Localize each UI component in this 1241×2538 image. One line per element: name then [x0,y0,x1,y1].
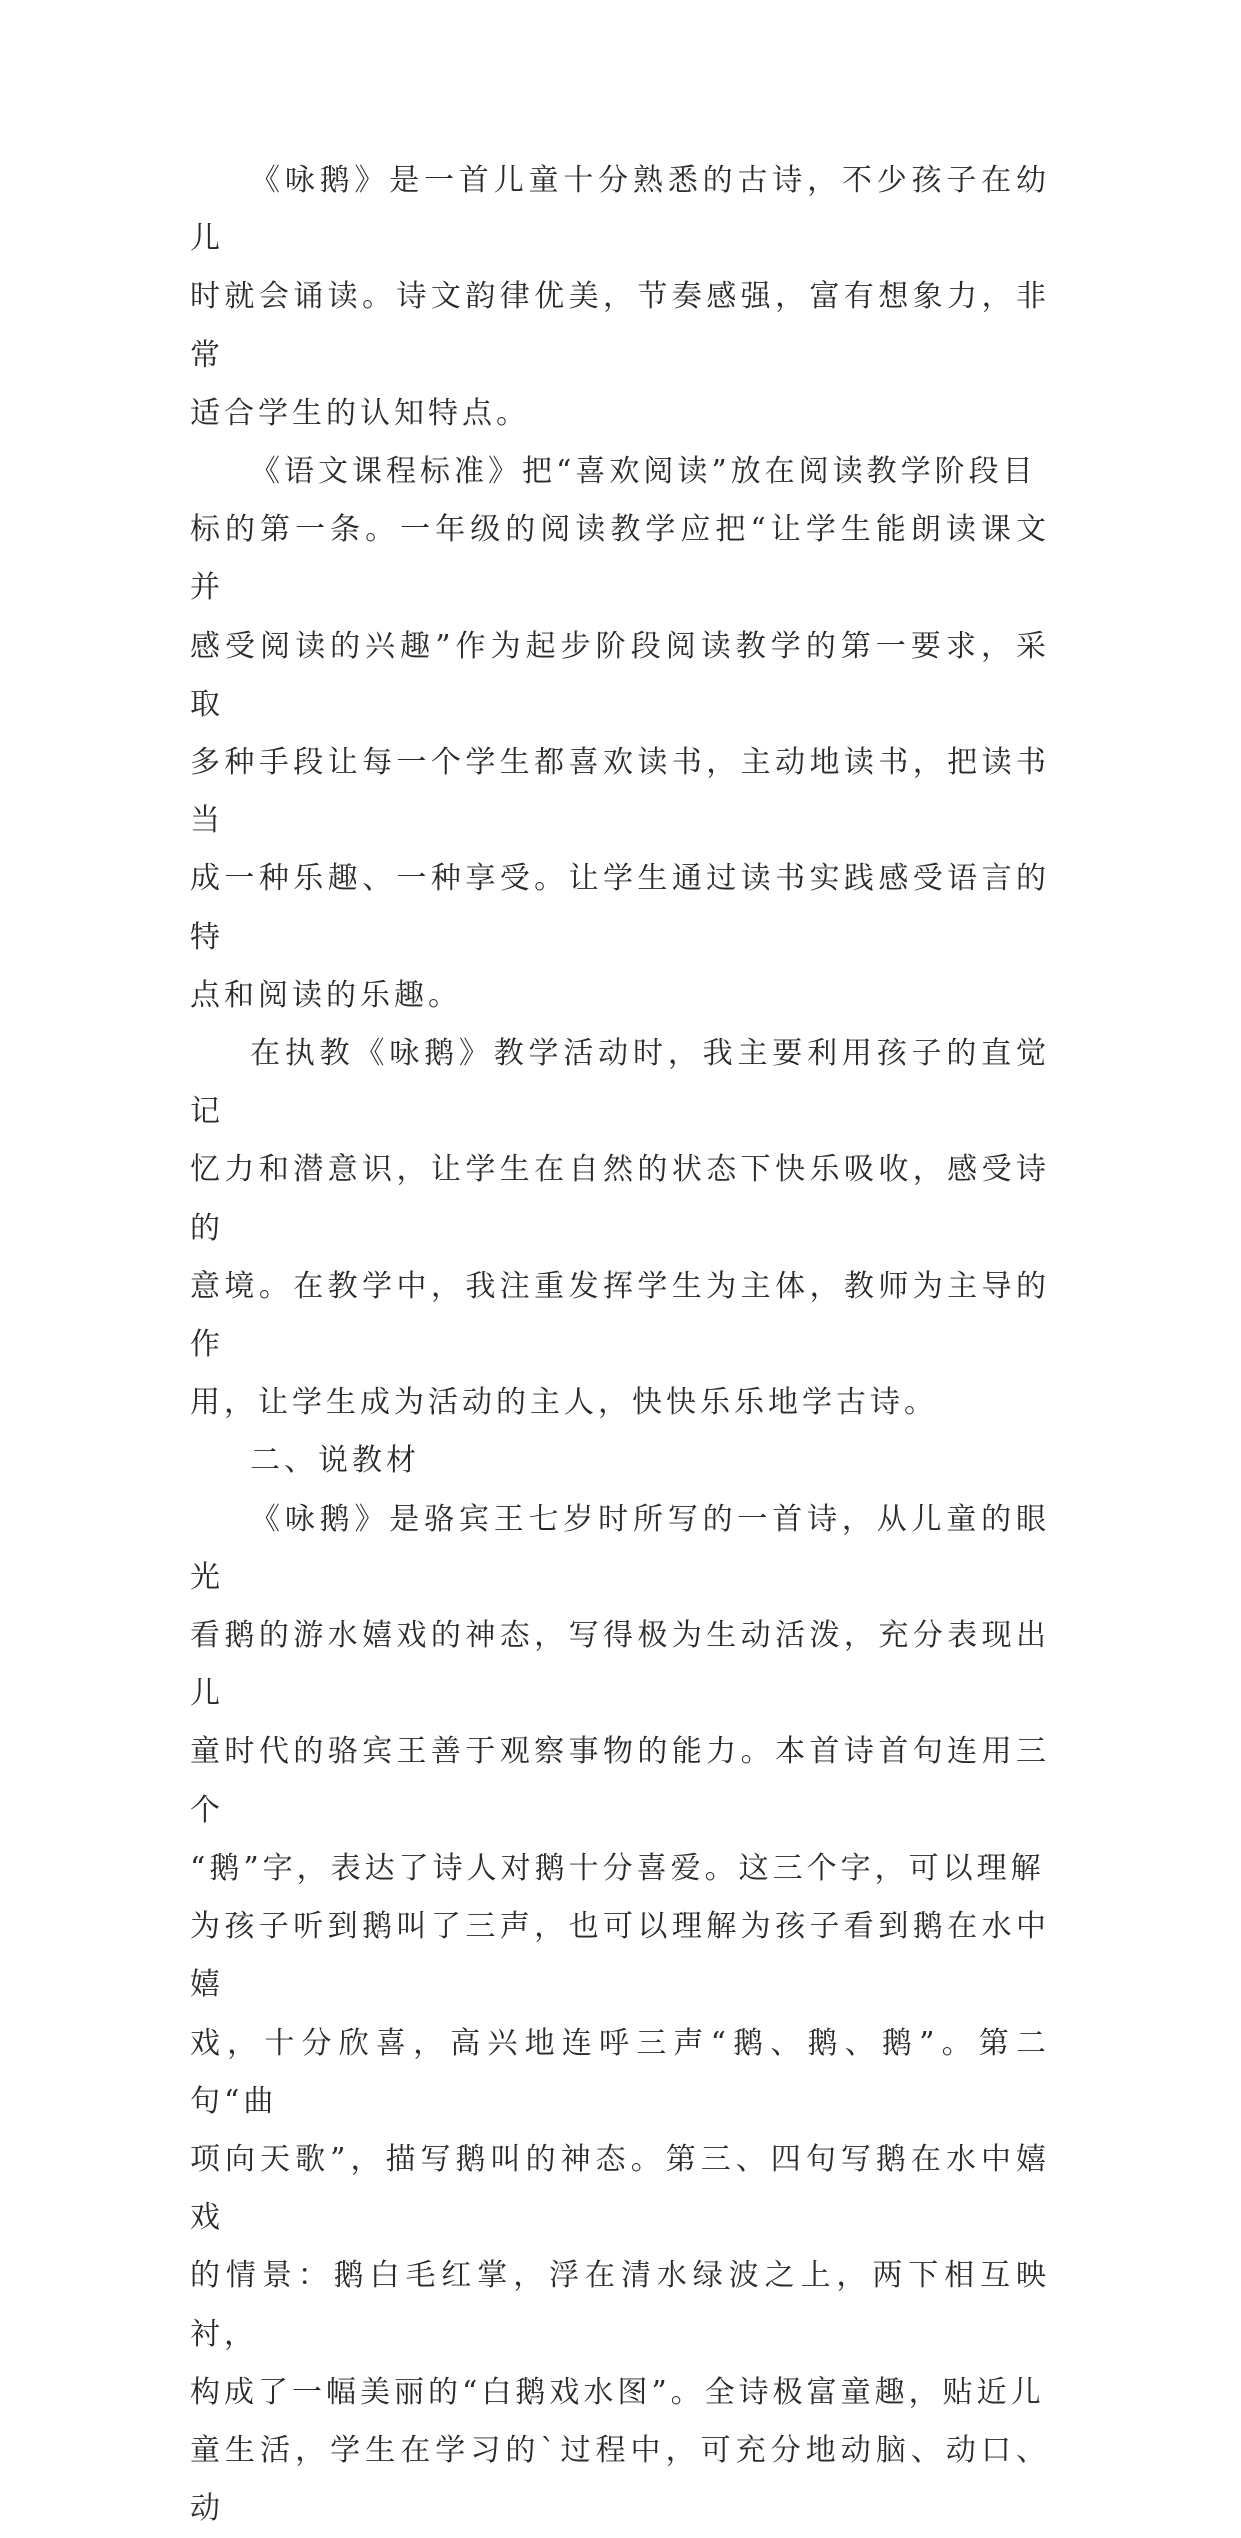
body-paragraph [190,1491,1050,2538]
text-line: 童时代的骆宾王善于观察事物的能力。本首诗首句连用三个 [190,1734,1050,1828]
body-paragraph [190,152,1050,443]
section-heading [190,1432,1050,1490]
text-line: 在执教《咏鹅》教学活动时，我主要利用孩子的直觉记 [190,1036,1050,1130]
text-line: 多种手段让每一个学生都喜欢读书，主动地读书，把读书当 [190,745,1050,839]
text-line: 戏，十分欣喜，高兴地连呼三声“鹅、鹅、鹅”。第二句“曲 [190,2025,1050,2119]
body-paragraph [190,443,1050,1025]
text-line: 《语文课程标准》把“喜欢阅读”放在阅读教学阶段目 [250,454,1037,490]
text-line: 用，让学生成为活动的主人，快快乐乐地学古诗。 [190,1385,938,1421]
text-line: 时就会诵读。诗文韵律优美，节奏感强，富有想象力，非常 [190,279,1050,373]
text-line: 《咏鹅》是骆宾王七岁时所写的一首诗，从儿童的眼光 [190,1501,1050,1595]
text-line: 感受阅读的兴趣”作为起步阶段阅读教学的第一要求，采取 [190,628,1050,722]
text-line: 成一种乐趣、一种享受。让学生通过读书实践感受语言的特 [190,861,1050,955]
text-line: 意境。在教学中，我注重发挥学生为主体，教师为主导的作 [190,1268,1050,1363]
text-line: 《咏鹅》是一首儿童十分熟悉的古诗，不少孩子在幼儿 [190,163,1050,257]
text-line: 标的第一条。一年级的阅读教学应把“让学生能朗读课文并 [190,512,1050,606]
body-paragraph [190,1025,1050,1432]
text-line: 二、说教材 [250,1443,420,1479]
text-line: 构成了一幅美丽的“白鹅戏水图”。全诗极富童趣，贴近儿 [190,2374,1045,2410]
text-line: 为孩子听到鹅叫了三声，也可以理解为孩子看到鹅在水中嬉 [190,1909,1050,2003]
text-line: 项向天歌”，描写鹅叫的神态。第三、四句写鹅在水中嬉戏 [190,2141,1050,2236]
text-line: 适合学生的认知特点。 [190,395,530,431]
text-line: 点和阅读的乐趣。 [190,977,462,1013]
text-line: 的情景：鹅白毛红掌，浮在清水绿波之上，两下相互映衬， [190,2258,1050,2352]
text-line: 童生活，学生在学习的`过程中，可充分地动脑、动口、动 [190,2432,1050,2527]
document-body [190,152,1050,2538]
text-line: 看鹅的游水嬉戏的神态，写得极为生动活泼，充分表现出儿 [190,1618,1050,1712]
text-line: “鹅”字，表达了诗人对鹅十分喜爱。这三个字，可以理解 [190,1850,1045,1886]
text-line: 忆力和潜意识，让学生在自然的状态下快乐吸收，感受诗的 [190,1152,1050,1246]
